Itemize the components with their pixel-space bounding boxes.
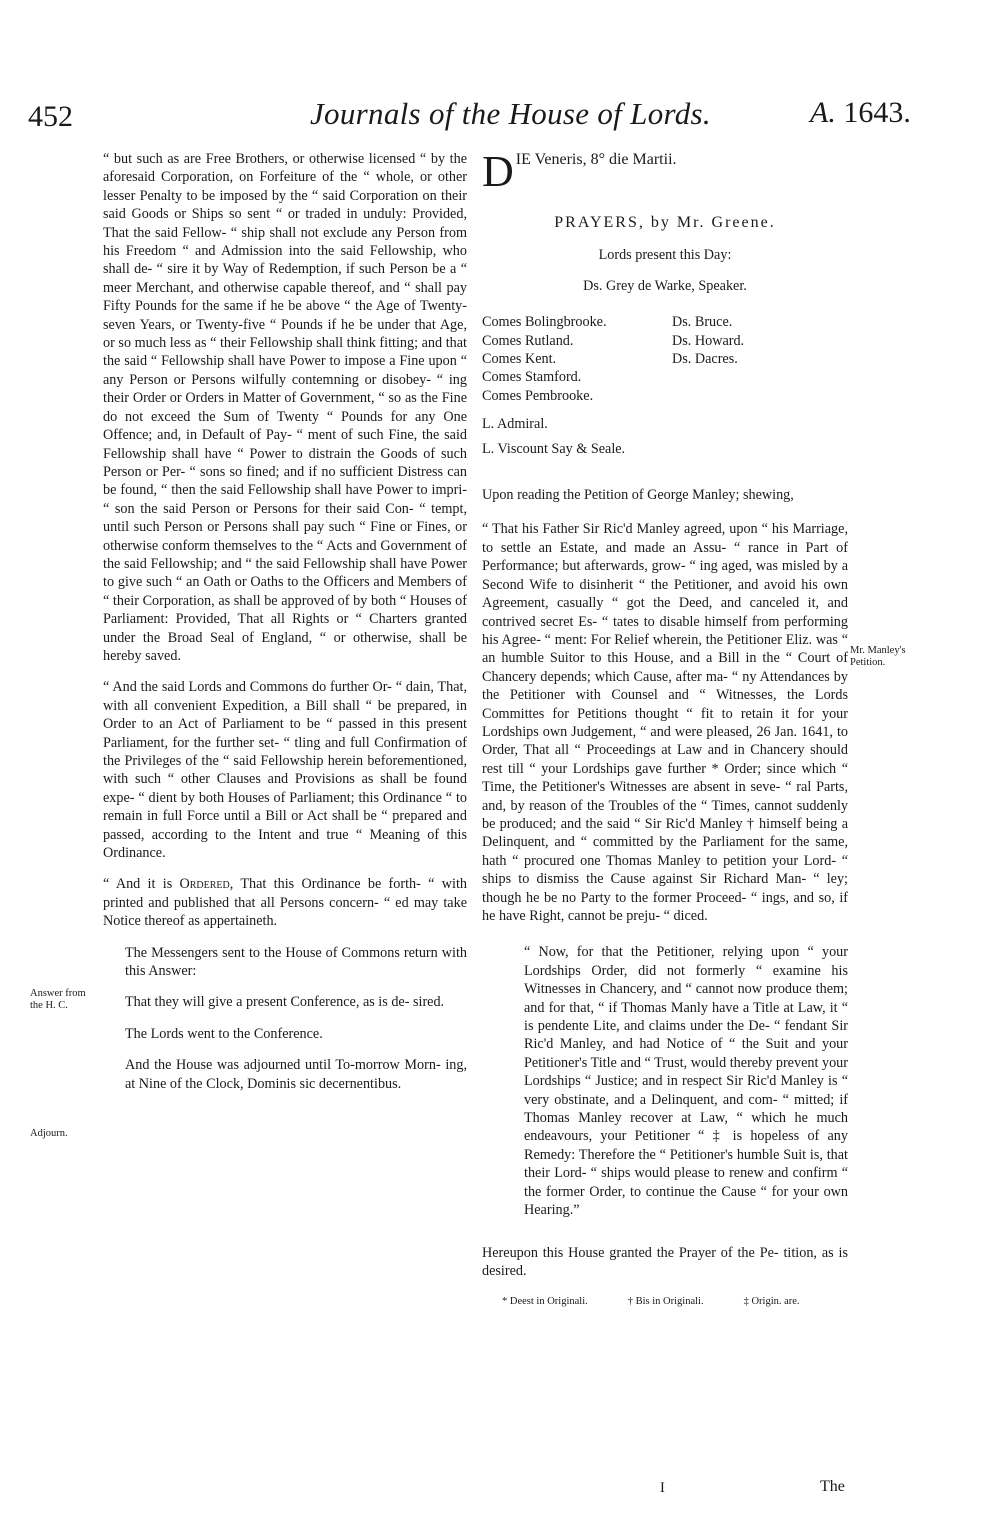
signature-mark: I (660, 1480, 665, 1496)
ordinance-paragraph-1: “ but such as are Free Brothers, or otherwise licensed “ by the aforesaid Corporation, on Forfeiture of the “ whole, or other lesser Penalty to be imposed by the “ said Corporation on their said Goods or Ships so sent “ or traded in unduly: Provided, That the said Fellow- “ ship shall not exclude any Person from his Freedom “ and Admission into the said Fellowship, who shall de- “ sire it by Way of Redemption, if such Person be a “ meer Merchant, and otherwise capable thereof, and “ shall pay Fifty Pounds for the same if he be above “ the Age of Twenty-seven Years, or Twenty-five “ Pounds if he be under that Age, or so much less as “ their Fellowship shall think fitting; and that the said “ Fellowship shall have Power to impose a Fine upon “ any Person or Persons wilfully contemning or disobey- “ ing their Order or Orders in Matter of Government, “ so as the Fine do not exceed the Sum of Twenty “ Pounds for any One Offence; and, in Default of Pay- “ ment of such Fine, the said Fellowship shall have “ Power to distrain the Goods of such Person or Per- “ sons so fined; and if no sufficient Distress can be found, “ then the said Fellowship shall have Power to impri- “ son the said Person or Persons for their said Con- “ tempt, until such Person or Persons shall pay such “ Fine or Fines, or otherwise conform themselves to the “ Acts and Government of the said Fellowship; and “ the said Fellowship shall have Power to give such “ an Oath or Oaths to the Officers and Members of “ their Corporation, as shall be approved of by both “ Houses of Parliament: Provided, That all Rights or “ Charters granted under the Broad Seal of England, “ or otherwise, shall be hereby saved. (103, 151, 467, 664)
list-item: Comes Pembrooke. (482, 387, 594, 404)
left-column (103, 150, 467, 1106)
year-value: 1643. (843, 96, 911, 129)
margin-note-adjourn: Adjourn. (30, 1128, 68, 1139)
title-lords: Lords. (630, 96, 711, 131)
prayers-line: PRAYERS, by Mr. Greene. (554, 214, 776, 231)
list-item: Comes Stamford. (482, 369, 582, 386)
list-item: Ds. Dacres. (672, 351, 738, 368)
lords-list (482, 313, 848, 405)
ordered-word: Ordered (179, 876, 230, 893)
upon-reading-line: Upon reading the Petition of George Manley; shewing, (482, 487, 794, 504)
journal-title (310, 96, 711, 132)
die-heading (482, 150, 848, 192)
messengers-paragraph: The Messengers sent to the House of Commons return with this Answer: (125, 944, 467, 980)
ordered-lead: “ And it is (103, 876, 180, 893)
footnote-deest: * Deest in Originali. (502, 1296, 588, 1308)
list-item: Comes Kent. (482, 351, 557, 368)
die-text: IE Veneris, 8° die Martii. (515, 151, 677, 168)
adjourned-paragraph: And the House was adjourned until To-morrow Morn- ing, at Nine of the Clock, Dominis sic decernentibus. (125, 1057, 467, 1092)
list-item: Ds. Bruce. (672, 314, 733, 331)
footnotes (482, 1293, 848, 1311)
catchword: The (820, 1478, 845, 1495)
petition-paragraph-2: “ Now, for that the Petitioner, relying upon “ your Lordships Order, did not formerly “ examine his Witnesses in Chancery, and “ cannot now produce them; and for that, “ if Thomas Manly have a Title at Law, it “ is pendente Lite, and claims under the De- “ fendant Sir Ric'd Manley, and had Notice of “ the Suit and your Petitioner's Title and “ Trust, would thereby prevent your Lordships “ Justice; and in respect Sir Ric'd Manley is “ very obstinate, and a Delinquent, and com- “ mitted; if Thomas Manley recover at Law, “ which he much endeavours, your Petitioner “ ‡ is hopeless of any Remedy: Therefore the “ Petitioner's humble Suit is, that their Lord- “ ships would please to renew and confirm “ the former Order, to continue the Cause “ for your own Hearing.” (524, 944, 848, 1219)
lords-list-earls (482, 313, 672, 405)
viscount-line: L. Viscount Say & Seale. (482, 440, 626, 457)
list-item: Ds. Howard. (672, 332, 745, 349)
list-item: Comes Bolingbrooke. (482, 314, 607, 331)
title-of-2: of (597, 96, 623, 131)
title-the: the (461, 96, 501, 131)
drop-cap: D (482, 150, 514, 192)
lords-went-paragraph: The Lords went to the Conference. (125, 1025, 323, 1042)
lords-present-heading: Lords present this Day: (598, 247, 732, 264)
ordinance-paragraph-3 (103, 875, 467, 930)
margin-note-answer: Answer from the H. C. (30, 988, 86, 1011)
lords-list-barons (672, 313, 792, 405)
page-number: 452 (28, 100, 73, 133)
conference-paragraph: That they will give a present Conference, as is de- sired. (125, 994, 445, 1011)
year-prefix: A. (810, 96, 836, 129)
ordinance-paragraph-2: “ And the said Lords and Commons do further Or- “ dain, That, with all convenient Expedition, a Bill shall “ be prepared, in Order to an Act of Parliament to be “ passed in this present Parliament, for the further set- “ tling and full Confirmation of the Privileges of the “ said Fellowship herein beforementioned, with such “ other Clauses and Provisions as shall be found expe- “ dient by both Houses of Parliament; this Ordinance “ to remain in full Force until a Bill or Act shall be “ prepared and passed, according to the Intent and true “ Meaning of this Ordinance. (103, 679, 467, 862)
ordered-rest: , That this Ordinance be forth- “ with printed and published that all Persons concern- “ ed may take Notice thereof as appertaineth. (103, 876, 467, 930)
footnote-origin: ‡ Origin. are. (743, 1296, 800, 1308)
page-year (810, 96, 911, 130)
speaker-line: Ds. Grey de Warke, Speaker. (583, 277, 747, 294)
hereupon-paragraph: Hereupon this House granted the Prayer of the Pe- tition, as is desired. (482, 1244, 848, 1279)
title-of-1: of (428, 96, 454, 131)
right-column (482, 150, 848, 1312)
footnote-bis: † Bis in Originali. (627, 1296, 704, 1308)
title-journals: Journals (310, 96, 421, 131)
petition-paragraph-1: “ That his Father Sir Ric'd Manley agreed, upon “ his Marriage, to settle an Estate, and made an Assu- “ rance in Part of Performance; but afterwards, grow- “ ing aged, was misled by a Second Wife to disinherit “ the Petitioner, and avoid his own Agreement, casually “ got the Deed, and canceled it, and contrived secret Es- “ tates to disable himself from performing his Agree- “ ment: For Relief wherein, the Petitioner Eliz. was “ an humble Suitor to this House, and a Bill in the “ Court of Chancery depends; which Cause, after ma- “ ny Attendances by the Petitioner with Counsel and “ Witnesses, the Lords Committes for Petitions thought “ fit to retain it for your Lordships own Judgement, “ and were pleased, 26 Jan. 1641, to Order, That all “ Proceedings at Law and in Chancery should rest till “ your Lordships gave further * Order; since which “ Time, the Petitioner's Witnesses are absent in seve- “ ral Parts, and, by reason of the Troubles of the “ Times, cannot suddenly be produced; and the said “ Sir Ric'd Manley † himself being a Delinquent, and “ committed by the Parliament for the same, hath “ procured one Thomas Manley to petition your Lord- “ ships to dismiss the Cause against Sir Richard Man- “ ley; though he be no Party to the former Proceed- “ ings, and so, if he have Right, cannot be preju- “ diced. (482, 521, 848, 924)
title-house: House (508, 96, 590, 131)
admiral-line: L. Admiral. (482, 416, 548, 433)
list-item: Comes Rutland. (482, 332, 574, 349)
margin-note-petition: Mr. Manley's Petition. (850, 645, 906, 668)
